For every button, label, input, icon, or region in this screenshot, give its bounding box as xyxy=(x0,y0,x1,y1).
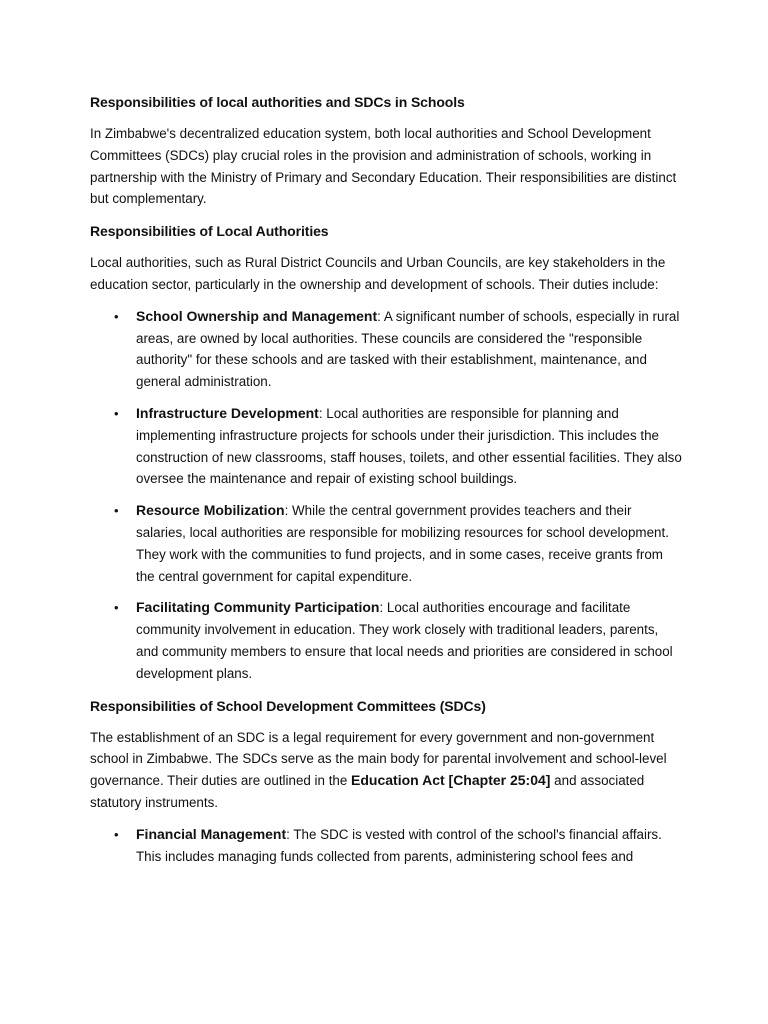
intro-paragraph: In Zimbabwe's decentralized education system, both local authorities and School Development Committees (SDCs) play crucial roles in the provision and administration of schools, working in partnership with the Ministry of Primary and Secondary Education. Their responsibilities are distinct but complementary. xyxy=(90,126,677,207)
list-item xyxy=(90,306,682,393)
duty-term: Infrastructure Development xyxy=(136,404,319,421)
duty-term: Resource Mobilization xyxy=(136,502,285,519)
document-title: Responsibilities of local authorities and SDCs in Schools xyxy=(90,94,465,110)
duty-text: : Local authorities are responsible for planning and implementing infrastructure projects for schools under their jurisdiction. This includes the construction of new classrooms, staff houses, toilets, and other essential facilities. They also oversee the maintenance and repair of existing school buildings. xyxy=(136,405,682,487)
list-item xyxy=(90,403,682,490)
list-item xyxy=(90,500,682,587)
sdcs-lead-before: The establishment of an SDC is a legal requirement for every government and non-government school in Zimbabwe. The SDCs serve as the main body for parental involvement and school-level governance. Their duties are outlined in the xyxy=(90,729,667,789)
bullet-icon: • xyxy=(114,503,119,519)
education-act-reference: Education Act [Chapter 25:04] xyxy=(351,772,551,789)
list-item xyxy=(90,597,682,684)
bullet-icon: • xyxy=(114,826,119,842)
section-heading-local-authorities: Responsibilities of Local Authorities xyxy=(90,223,329,240)
sdcs-lead-after: and associated statutory instruments. xyxy=(90,773,645,810)
sdcs-lead xyxy=(90,727,682,814)
list-item xyxy=(90,824,682,868)
duty-term: Facilitating Community Participation xyxy=(136,599,380,616)
duty-term: School Ownership and Management xyxy=(136,307,378,324)
sdcs-duties-list xyxy=(90,824,682,868)
duty-term: Financial Management xyxy=(136,825,287,842)
bullet-icon: • xyxy=(114,600,119,616)
section-heading-sdcs: Responsibilities of School Development Committees (SDCs) xyxy=(90,697,486,714)
duty-text: : Local authorities encourage and facilitate community involvement in education. They work closely with traditional leaders, parents, and community members to ensure that local needs and priorities are considered in school development plans. xyxy=(136,600,673,681)
bullet-icon: • xyxy=(114,405,119,421)
duty-text: : The SDC is vested with control of the school's financial affairs. This includes managing funds collected from parents, administering school fees and xyxy=(136,826,662,864)
duty-text: : A significant number of schools, especially in rural areas, are owned by local authorities. These councils are considered the "responsible authority" for these schools and are tasked with their establishment, maintenance, and general administration. xyxy=(136,308,680,390)
bullet-icon: • xyxy=(114,308,119,324)
local-authorities-duties-list xyxy=(90,306,682,685)
local-authorities-lead: Local authorities, such as Rural District Councils and Urban Councils, are key stakeholders in the education sector, particularly in the ownership and development of schools. Their duties include: xyxy=(90,255,666,292)
duty-text: : While the central government provides teachers and their salaries, local authorities are responsible for mobilizing resources for school development. They work with the communities to fund projects, and in some cases, receive grants from the central government for capital expenditure. xyxy=(136,503,669,584)
